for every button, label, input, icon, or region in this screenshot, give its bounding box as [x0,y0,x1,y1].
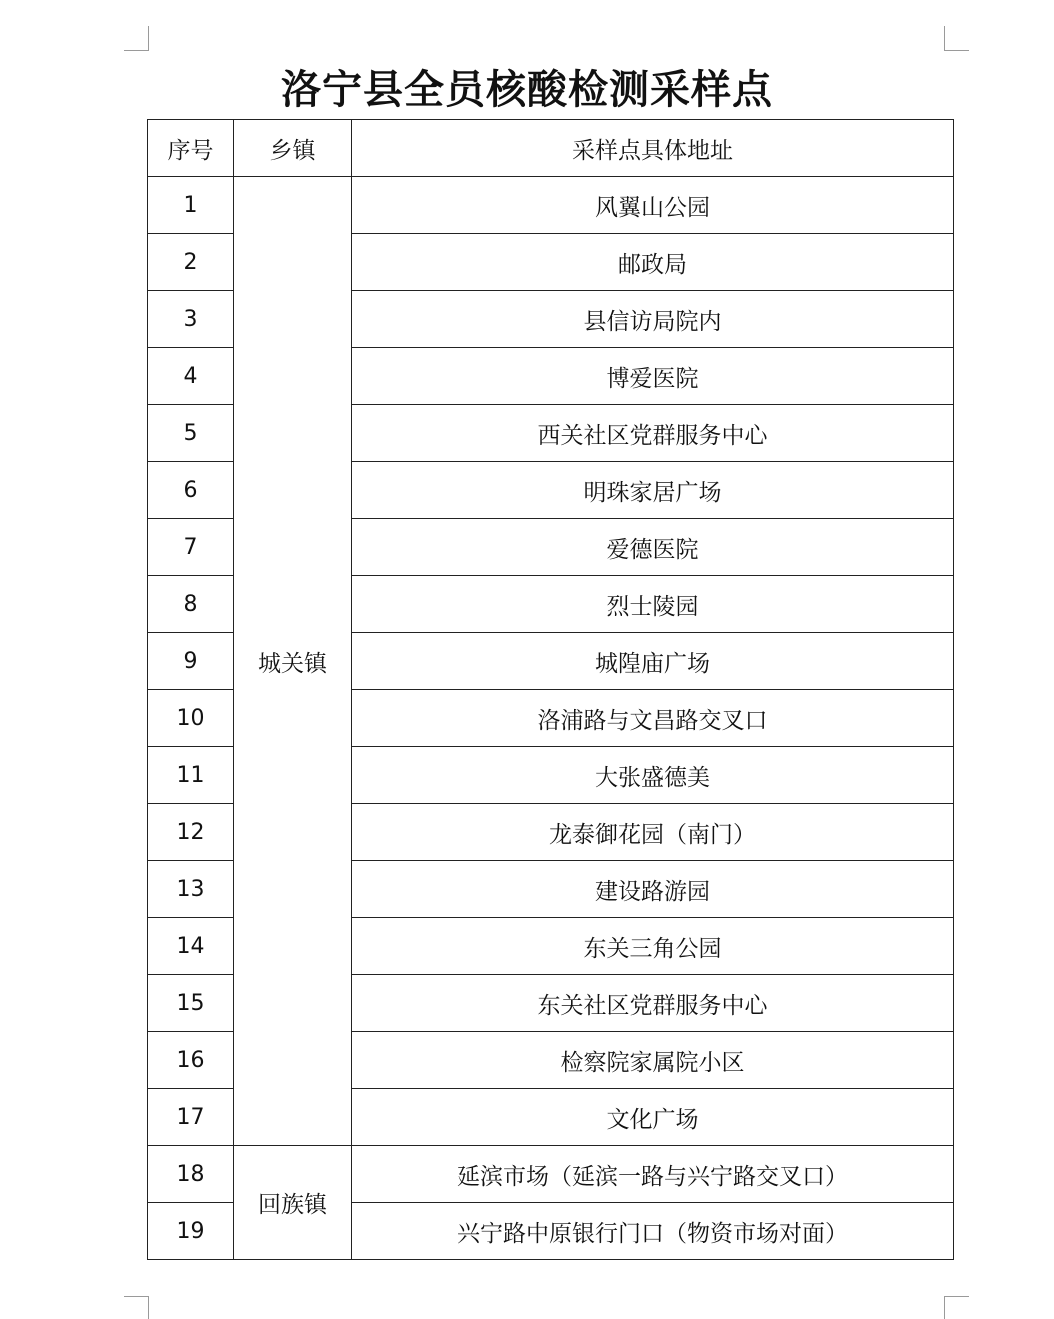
row-seq: 6 [148,462,234,519]
row-address: 大张盛德美 [352,747,954,804]
row-address: 文化广场 [352,1089,954,1146]
row-seq: 11 [148,747,234,804]
row-address: 县信访局院内 [352,291,954,348]
table-body [148,177,954,1260]
row-seq: 13 [148,861,234,918]
row-seq: 5 [148,405,234,462]
crop-mark-bottom-right [944,1296,969,1319]
row-address: 龙泰御花园（南门） [352,804,954,861]
row-seq: 7 [148,519,234,576]
row-address: 兴宁路中原银行门口（物资市场对面） [352,1203,954,1260]
town-cell: 城关镇 [234,177,352,1146]
row-address: 延滨市场（延滨一路与兴宁路交叉口） [352,1146,954,1203]
row-seq: 4 [148,348,234,405]
row-address: 风翼山公园 [352,177,954,234]
row-address: 爱德医院 [352,519,954,576]
town-cell: 回族镇 [234,1146,352,1260]
table-row [148,1146,954,1203]
row-address: 明珠家居广场 [352,462,954,519]
row-address: 建设路游园 [352,861,954,918]
row-address: 城隍庙广场 [352,633,954,690]
row-address: 检察院家属院小区 [352,1032,954,1089]
row-seq: 10 [148,690,234,747]
header-address: 采样点具体地址 [352,120,954,177]
row-address: 东关三角公园 [352,918,954,975]
row-address: 西关社区党群服务中心 [352,405,954,462]
row-seq: 9 [148,633,234,690]
row-address: 东关社区党群服务中心 [352,975,954,1032]
row-seq: 12 [148,804,234,861]
header-seq: 序号 [148,120,234,177]
crop-mark-top-left [124,26,149,51]
crop-mark-bottom-left [124,1296,149,1319]
row-address: 烈士陵园 [352,576,954,633]
table-row [148,177,954,234]
row-address: 邮政局 [352,234,954,291]
row-seq: 16 [148,1032,234,1089]
row-seq: 14 [148,918,234,975]
row-seq: 18 [148,1146,234,1203]
row-seq: 8 [148,576,234,633]
row-seq: 17 [148,1089,234,1146]
document-title: 洛宁县全员核酸检测采样点 [281,67,773,113]
crop-mark-top-right [944,26,969,51]
row-seq: 15 [148,975,234,1032]
row-seq: 1 [148,177,234,234]
row-address: 博爱医院 [352,348,954,405]
row-seq: 2 [148,234,234,291]
row-seq: 19 [148,1203,234,1260]
header-town: 乡镇 [234,120,352,177]
row-seq: 3 [148,291,234,348]
sampling-sites-table [147,119,954,1260]
table-header-row [148,120,954,177]
row-address: 洛浦路与文昌路交叉口 [352,690,954,747]
